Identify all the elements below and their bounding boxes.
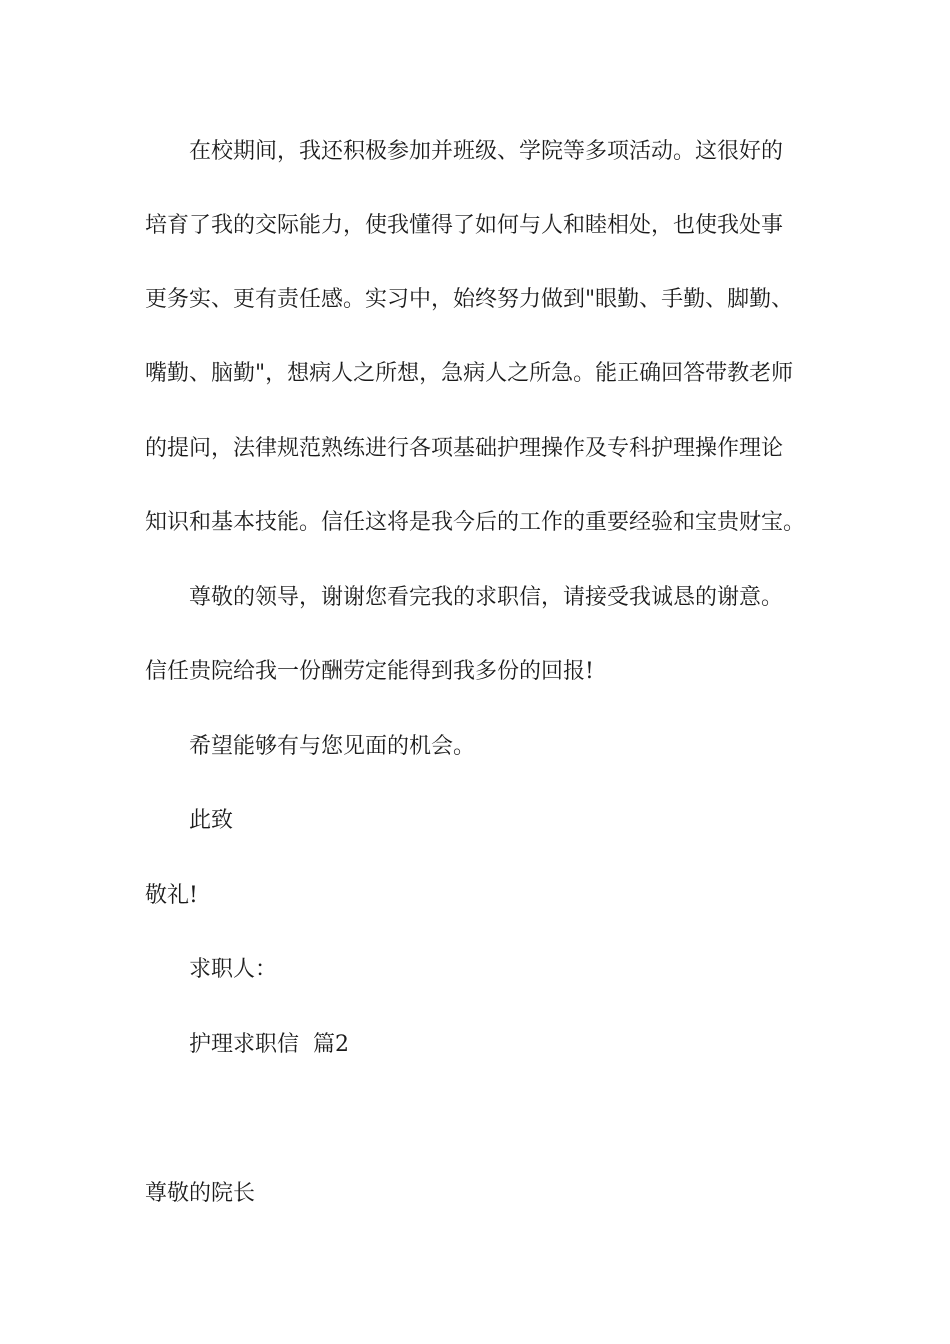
paragraph-line: 嘴勤、脑勤"，想病人之所想，急病人之所急。能正确回答带教老师: [145, 361, 794, 386]
paragraph-line: 的提问，法律规范熟练进行各项基础护理操作及专科护理操作理论: [145, 436, 784, 461]
greeting-text: 尊敬的院长: [145, 1181, 256, 1206]
signature-label: 求职人：: [189, 957, 278, 982]
hope-text: 希望能够有与您见面的机会。: [189, 734, 476, 759]
closing-text: 此致: [189, 808, 234, 833]
paragraph-line: 信任贵院给我一份酬劳定能得到我多份的回报!: [145, 659, 594, 684]
paragraph-line: 知识和基本技能。信任这将是我今后的工作的重要经验和宝贵财宝。: [145, 510, 806, 535]
paragraph-line: 更务实、更有责任感。实习中，始终努力做到"眼勤、手勤、脚勤、: [145, 287, 794, 312]
paragraph-line: 尊敬的领导，谢谢您看完我的求职信，请接受我诚恳的谢意。: [189, 585, 784, 610]
paragraph-line: 培育了我的交际能力，使我懂得了如何与人和睦相处，也使我处事: [145, 213, 784, 238]
section-title: 护理求职信 篇2: [189, 1032, 349, 1057]
salute-text: 敬礼!: [145, 883, 198, 908]
paragraph-line: 在校期间，我还积极参加并班级、学院等多项活动。这很好的: [189, 139, 784, 164]
